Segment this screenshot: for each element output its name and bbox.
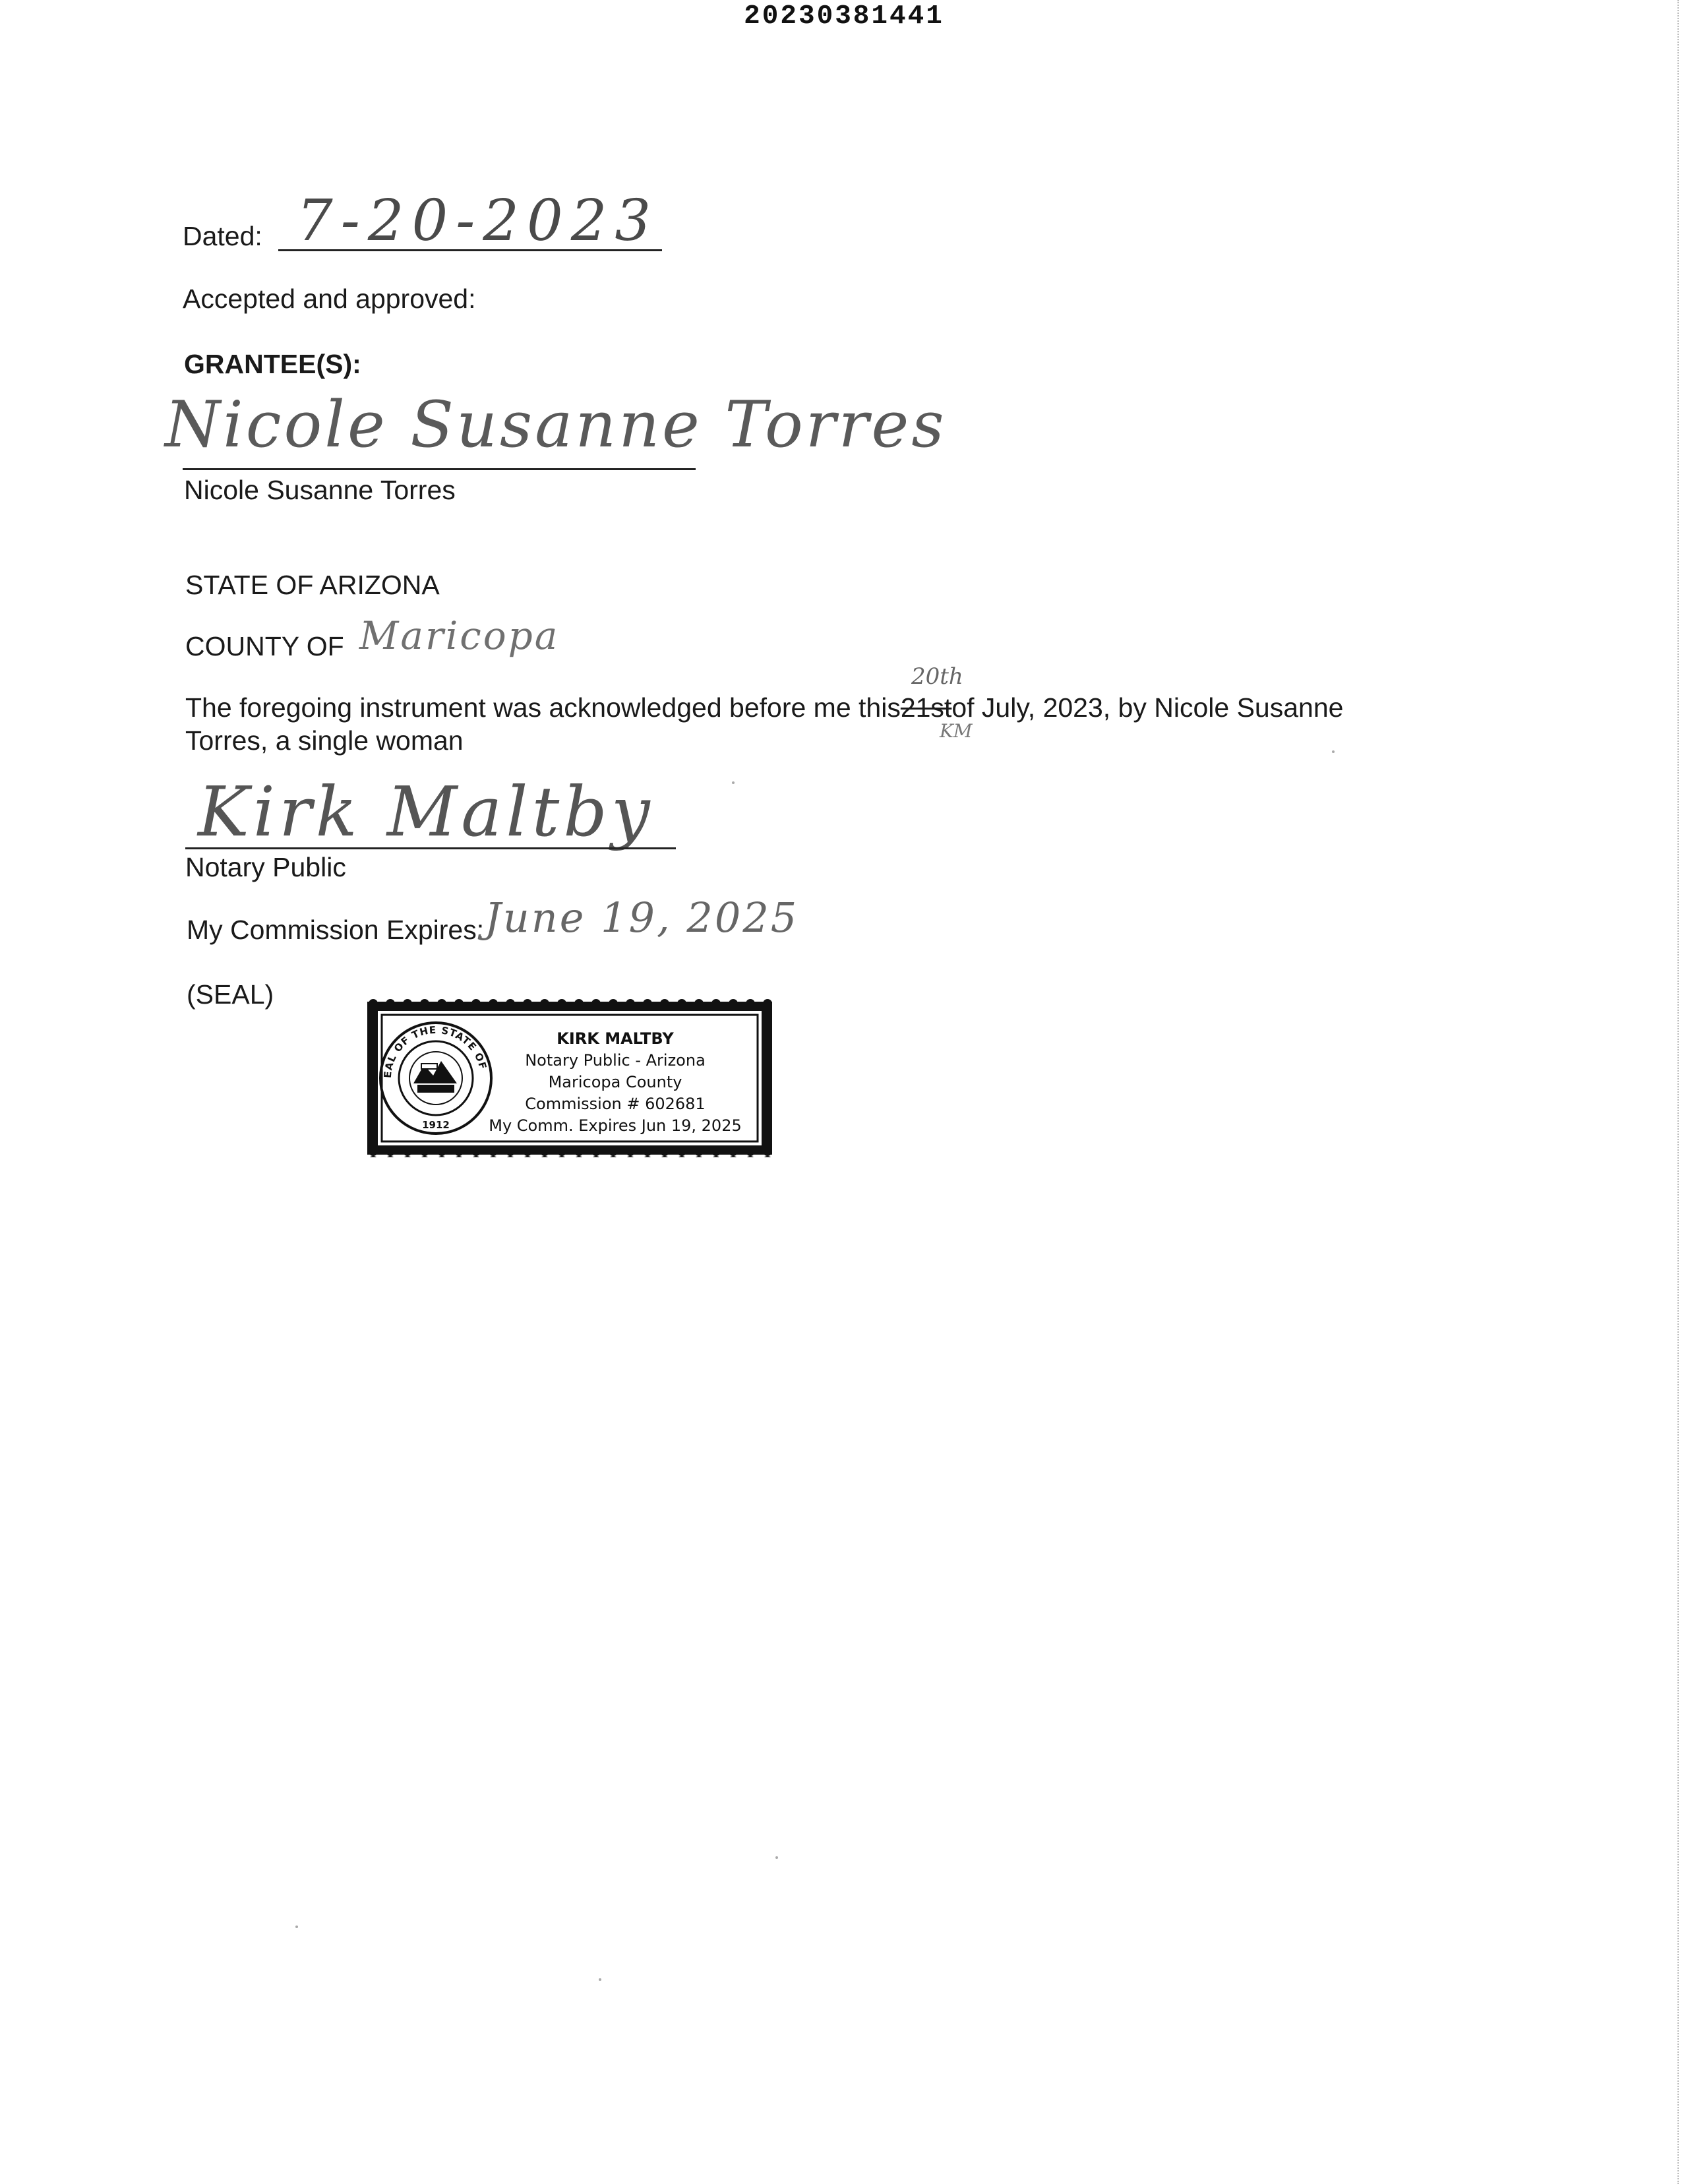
state-line: STATE OF ARIZONA <box>185 570 440 600</box>
acknowledgment-after: of July, 2023, by Nicole Susanne <box>951 692 1344 723</box>
grantee-signature-line <box>183 468 696 470</box>
commission-handwritten: June 19, 2025 <box>485 894 799 942</box>
grantee-signature: Nicole Susanne Torres <box>165 388 947 462</box>
acknowledgment-before: The foregoing instrument was acknowledged before me this <box>185 692 901 723</box>
commission-label: My Commission Expires: <box>187 915 485 945</box>
acknowledgment-line-2: Torres, a single woman <box>185 725 464 756</box>
scan-margin-line <box>1677 0 1679 2184</box>
county-handwritten: Maricopa <box>359 613 560 658</box>
scan-speck <box>1332 750 1335 753</box>
stamp-title: Notary Public - Arizona <box>525 1051 706 1070</box>
accepted-text: Accepted and approved: <box>183 284 476 314</box>
dated-label: Dated: <box>183 221 262 251</box>
dated-handwritten: 7-20-2023 <box>297 188 659 254</box>
struck-day: 21st <box>900 692 952 723</box>
acknowledgment-line-1 <box>185 691 1343 724</box>
scan-speck <box>775 1856 778 1859</box>
grantee-printed-name: Nicole Susanne Torres <box>184 475 456 505</box>
stamp-notary-name: KIRK MALTBY <box>557 1029 674 1048</box>
grantee-heading: GRANTEE(S): <box>184 349 361 379</box>
notary-stamp <box>365 999 775 1157</box>
handwritten-initials: KM <box>940 720 973 742</box>
seal-ring-text: EAL OF THE STATE OF <box>381 1023 489 1079</box>
notary-public-label: Notary Public <box>185 852 346 882</box>
scan-speck <box>732 781 735 784</box>
seal-year: 1912 <box>422 1119 450 1131</box>
notary-signature: Kirk Maltby <box>198 772 654 852</box>
stamp-expires: My Comm. Expires Jun 19, 2025 <box>489 1116 742 1135</box>
county-label: COUNTY OF <box>185 631 344 661</box>
scan-speck <box>599 1978 601 1981</box>
stamp-county: Maricopa County <box>548 1073 682 1091</box>
notary-signature-line <box>185 847 676 849</box>
stamp-commission: Commission # 602681 <box>525 1095 706 1113</box>
recording-number: 20230381441 <box>744 1 944 32</box>
stamp-text-block <box>483 1028 747 1137</box>
scan-speck <box>295 1926 298 1928</box>
seal-label: (SEAL) <box>187 979 274 1010</box>
handwritten-day: 20th <box>911 663 963 690</box>
